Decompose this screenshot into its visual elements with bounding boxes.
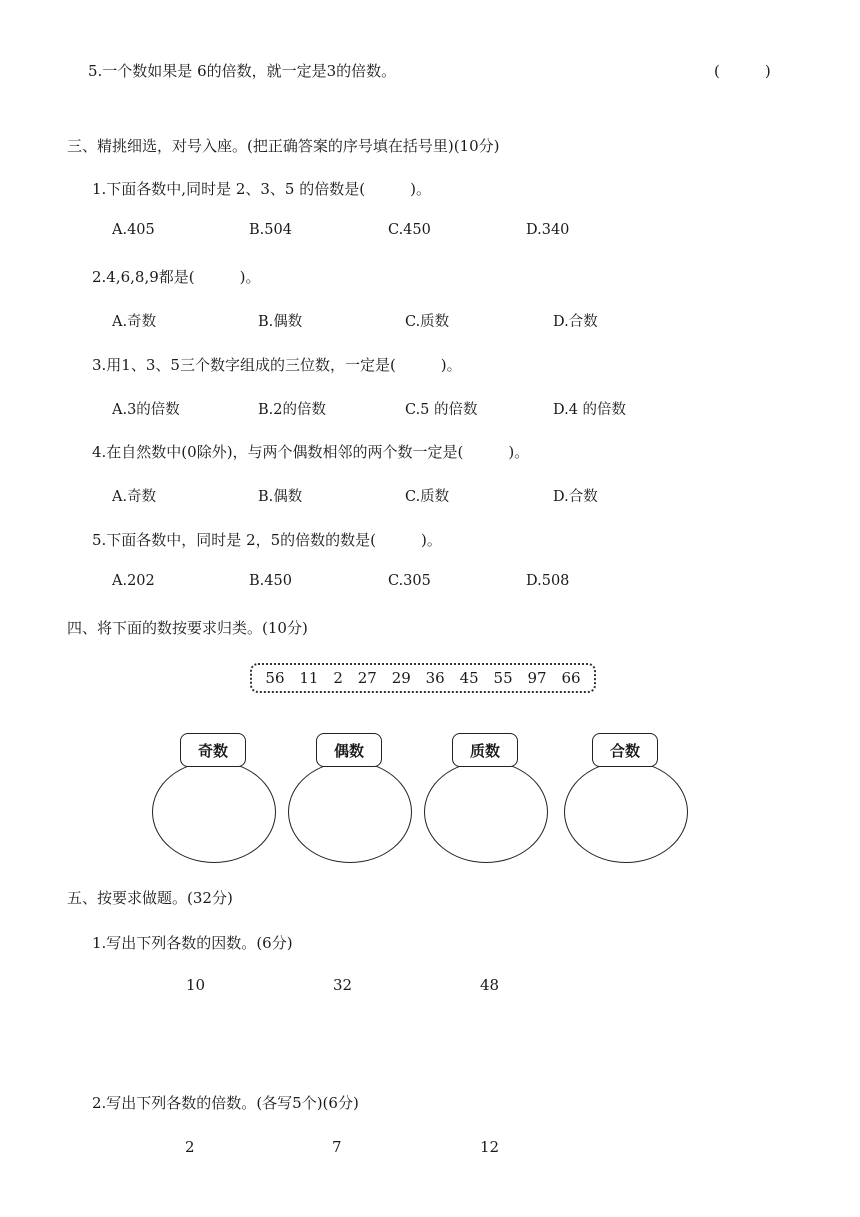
number-item[interactable]: 56 — [265, 669, 285, 687]
s3-q3-option-a[interactable]: A.3的倍数 — [112, 402, 180, 418]
multiple-number: 12 — [480, 1138, 500, 1156]
s3-q5-option-d[interactable]: D.508 — [526, 573, 570, 589]
multiple-number: 2 — [185, 1138, 195, 1156]
s5-question-1: 1.写出下列各数的因数。(6分) — [92, 934, 293, 952]
multiple-number: 7 — [332, 1138, 342, 1156]
group-prime — [424, 733, 550, 863]
s3-q3-option-b[interactable]: B.2的倍数 — [258, 402, 326, 418]
s3-question-1: 1.下面各数中,同时是 2、3、5 的倍数是( )。 — [92, 180, 431, 198]
s3-q2-option-b[interactable]: B.偶数 — [258, 314, 303, 330]
group-label-composite: 合数 — [592, 733, 658, 767]
s3-q1-option-c[interactable]: C.450 — [388, 222, 431, 238]
number-item[interactable]: 27 — [357, 669, 377, 687]
group-label-even: 偶数 — [316, 733, 382, 767]
judge-question-5: 5.一个数如果是 6的倍数，就一定是3的倍数。 — [88, 62, 397, 80]
number-item[interactable]: 55 — [493, 669, 513, 687]
number-item[interactable]: 11 — [299, 669, 319, 687]
s3-q3-option-d[interactable]: D.4 的倍数 — [553, 402, 627, 418]
s3-question-4: 4.在自然数中(0除外)，与两个偶数相邻的两个数一定是( )。 — [92, 443, 530, 461]
s3-q4-option-a[interactable]: A.奇数 — [112, 489, 157, 505]
s3-q5-option-b[interactable]: B.450 — [249, 573, 292, 589]
group-label-prime: 质数 — [452, 733, 518, 767]
s3-question-2: 2.4,6,8,9都是( )。 — [92, 268, 261, 286]
number-sorting-figure — [146, 655, 694, 865]
s3-q2-option-c[interactable]: C.质数 — [405, 314, 450, 330]
drop-circle-odd[interactable] — [152, 761, 276, 863]
s3-q5-option-a[interactable]: A.202 — [112, 573, 155, 589]
s3-q2-option-a[interactable]: A.奇数 — [112, 314, 157, 330]
s3-q1-option-a[interactable]: A.405 — [112, 222, 155, 238]
s3-q4-option-b[interactable]: B.偶数 — [258, 489, 303, 505]
s3-q4-option-c[interactable]: C.质数 — [405, 489, 450, 505]
factor-number: 32 — [333, 976, 353, 994]
drop-circle-even[interactable] — [288, 761, 412, 863]
number-item[interactable]: 36 — [425, 669, 445, 687]
s5-question-2: 2.写出下列各数的倍数。(各写5个)(6分) — [92, 1094, 359, 1112]
answer-parentheses[interactable]: ( ) — [714, 62, 771, 80]
s3-question-3: 3.用1、3、5三个数字组成的三位数，一定是( )。 — [92, 356, 462, 374]
group-odd — [152, 733, 278, 863]
group-composite — [564, 733, 690, 863]
s3-q3-option-c[interactable]: C.5 的倍数 — [405, 402, 478, 418]
group-even — [288, 733, 414, 863]
number-item[interactable]: 45 — [459, 669, 479, 687]
number-item[interactable]: 66 — [561, 669, 581, 687]
drop-circle-prime[interactable] — [424, 761, 548, 863]
section-5-title: 五、按要求做题。(32分) — [67, 889, 233, 907]
s3-q2-option-d[interactable]: D.合数 — [553, 314, 598, 330]
number-item[interactable]: 97 — [527, 669, 547, 687]
s3-q1-option-d[interactable]: D.340 — [526, 222, 570, 238]
s3-q4-option-d[interactable]: D.合数 — [553, 489, 598, 505]
number-list-box — [250, 663, 596, 693]
number-item[interactable]: 29 — [391, 669, 411, 687]
s3-q1-option-b[interactable]: B.504 — [249, 222, 292, 238]
factor-number: 10 — [186, 976, 206, 994]
s3-q5-option-c[interactable]: C.305 — [388, 573, 431, 589]
group-label-odd: 奇数 — [180, 733, 246, 767]
factor-number: 48 — [480, 976, 500, 994]
section-3-title: 三、精挑细选，对号入座。(把正确答案的序号填在括号里)(10分) — [67, 137, 500, 155]
section-4-title: 四、将下面的数按要求归类。(10分) — [67, 619, 308, 637]
number-item[interactable]: 2 — [333, 669, 343, 687]
drop-circle-composite[interactable] — [564, 761, 688, 863]
s3-question-5: 5.下面各数中，同时是 2，5的倍数的数是( )。 — [92, 531, 442, 549]
